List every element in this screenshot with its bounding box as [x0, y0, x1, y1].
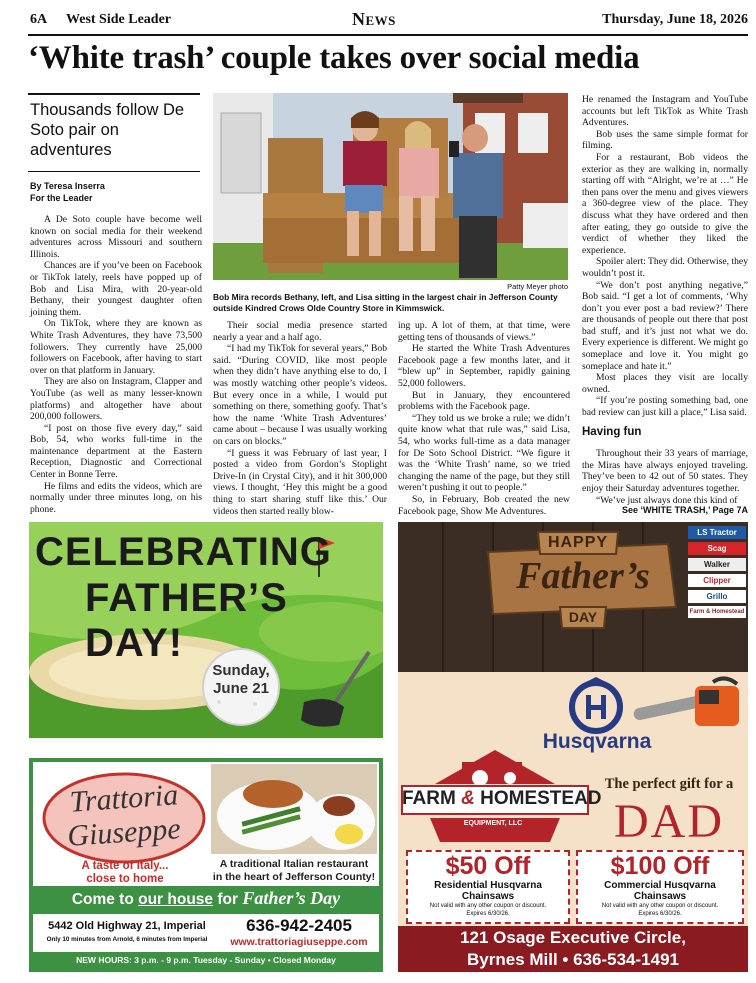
ad-date-line1: Sunday,: [212, 662, 270, 679]
coupon-label: Chainsaws: [633, 891, 687, 902]
brand-logo: Farm & Homestead: [688, 606, 746, 618]
sign-happy: HAPPY: [547, 534, 609, 551]
brand-logo: Clipper: [688, 574, 746, 587]
page-number: 6A: [30, 12, 48, 27]
paragraph: He films and edits the videos, which are normally under three minutes long, on his phone.: [30, 480, 202, 515]
paragraph: “They told us we broke a rule; we didn’t quite know what that rule was,” said Lisa, 54, who works full-time as a data manager for De Soto School District. “We figure it was the ‘White Trash’ name, so we tried changing the name of the page, but they still weren’t pushing it out to people.”: [398, 412, 570, 494]
gift-line: The perfect gift for a: [604, 776, 734, 792]
coupon-fine-print: Not valid with any other coupon or discount.: [429, 903, 547, 909]
farm-homestead-ad: [398, 522, 748, 972]
promo-line: [33, 888, 379, 909]
brand-logo-stack: [688, 526, 746, 634]
paragraph: Their social media presence started nearly a year and a half ago.: [213, 320, 387, 343]
coupon-residential[interactable]: [406, 850, 570, 924]
coupon-fine-print: Not valid with any other coupon or discount.: [601, 903, 719, 909]
ad-date-line2: June 21: [213, 680, 269, 697]
header-rule: [28, 34, 748, 36]
deck-rule-bottom: [28, 171, 200, 172]
hours: NEW HOURS: 3 p.m. - 9 p.m. Tuesday - Sunday • Closed Monday: [76, 955, 336, 965]
coupon-amount: $50 Off: [445, 852, 531, 880]
brand-logo: Walker: [688, 558, 746, 571]
brand-logo: Grillo: [688, 590, 746, 603]
photo-illustration: [213, 93, 568, 280]
byline-author: By Teresa Inserra: [30, 181, 105, 191]
promo-text-d: Father’s Day: [242, 888, 341, 908]
article-column-3: [398, 320, 570, 517]
photo-caption: Bob Mira records Bethany, left, and Lisa sitting in the largest chair in Jefferson County outside Kindred Crows Olde Country Store in Kimmswick.: [213, 292, 558, 313]
paragraph: For a restaurant, Bob videos the exterior as they are walking in, normally starting off with “Alright, we’re at …” He then pans over the menu and gives viewers a 360-degree view of the place. They discuss what they have ordered and then after eating, they go outside to give the verdict of whether they liked the experience.: [582, 151, 748, 256]
jump-line: See ‘WHITE TRASH,’ Page 7A: [621, 505, 748, 515]
website-link[interactable]: www.trattoriagiuseppe.com: [230, 936, 368, 948]
paragraph: Bob uses the same simple format for filming.: [582, 128, 748, 152]
article-photo: [213, 93, 568, 280]
paragraph: On TikTok, where they are known as White Trash Adventures, they have 73,500 followers. They currently have 25,000 followers on Facebook, after having to start over on that platform in January.: [30, 318, 202, 376]
ad-title-line1: CELEBRATING: [35, 530, 332, 574]
sign-day: DAY: [568, 609, 598, 625]
tagline-line2: close to home: [86, 873, 164, 885]
paragraph: Chances are if you’ve been on Facebook or TikTok lately, reels have popped up of Bob and Lisa Mira, with 20-year-old Bethany, their youngest daughter often joining them.: [30, 260, 202, 318]
paragraph: “I had my TikTok for several years,” Bob said. “During COVID, like most people when they didn’t have anything else to do, I was mostly watching other people’s videos. But every once in a while, I would put something on there, something goofy. That’s how the name ‘White Trash Adventures’ came about – because I was usually working on cars on blocks.”: [213, 343, 387, 447]
coupon-fine-print: Expires 6/30/26.: [466, 911, 510, 917]
phone: 636-942-2405: [246, 916, 352, 935]
brand-logo: LS Tractor: [688, 526, 746, 539]
husqvarna-logo-icon: [566, 677, 626, 735]
coupon-label: Residential Husqvarna: [434, 880, 542, 891]
coupon-commercial[interactable]: [576, 850, 744, 924]
tagline-line1: A taste of Italy...: [81, 860, 169, 872]
address-line1: 121 Osage Executive Circle,: [460, 928, 686, 947]
farm-name: [402, 788, 602, 810]
chainsaw-icon: [633, 672, 748, 742]
article-column-4: [582, 94, 748, 506]
farm-word: FARM: [402, 788, 456, 809]
ad-title-line2: FATHER’S DAY!: [85, 576, 288, 665]
paragraph: “If you’re posting something bad, one bad review can just kill a place,” Lisa said.: [582, 395, 748, 419]
address: 5442 Old Highway 21, Imperial: [48, 920, 206, 932]
fathers-day-ad: [29, 522, 383, 738]
paragraph: Most places they visit are locally owned.: [582, 372, 748, 395]
description-line2: in the heart of Jefferson County!: [212, 871, 376, 883]
distance-note: Only 10 minutes from Arnold, 6 minutes from Imperial: [46, 936, 208, 943]
food-photo: [211, 764, 377, 854]
trattoria-ad: [29, 758, 383, 972]
byline: [30, 180, 200, 204]
address-line2: Byrnes Mill • 636-534-1491: [467, 950, 679, 969]
article-column-1: [30, 214, 202, 515]
paragraph: He started the White Trash Adventures Facebook page a few months later, and it “blew up” in September, rapidly gaining 52,000 followers.: [398, 343, 570, 389]
article-column-2: [213, 320, 387, 517]
promo-text-c: for: [213, 891, 243, 908]
newspaper-name: West Side Leader: [66, 12, 171, 27]
coupon-amount: $100 Off: [610, 852, 710, 880]
headline: ‘White trash’ couple takes over social media: [28, 40, 640, 76]
homestead-word: HOMESTEAD: [480, 788, 602, 809]
paragraph: They are also on Instagram, Clapper and YouTube (as well as many lesser-known platforms) and altogether have about 200,000 followers.: [30, 376, 202, 423]
paragraph: Throughout their 33 years of marriage, the Miras have always enjoyed traveling. They’ve been to 42 out of 50 states. They enjoy their Saturday adventures together.: [582, 448, 748, 494]
paragraph: “We’ve just always done this kind of: [596, 494, 738, 506]
husqvarna-wordmark: Husqvarna: [542, 730, 652, 753]
photo-credit: Patty Meyer photo: [507, 282, 568, 291]
paragraph: “I guess it was February of last year, I posted a video from Gordon’s Stoplight Drive-In (in Crystal City), and it hit 300,000 views. I thought, ‘Hey this might be a good thing to start sharing stuff like this.’ Our videos then started really blow-: [213, 447, 387, 517]
deck-rule: [28, 93, 200, 95]
coupon-label: Commercial Husqvarna: [604, 880, 716, 891]
article-subhead: Having fun: [582, 425, 642, 438]
logo-name-line1: Trattoria: [68, 778, 180, 819]
paragraph: He renamed the Instagram and YouTube accounts but left TikTok as White Trash Adventures.: [582, 94, 748, 129]
logo-name-line2: Giuseppe: [66, 812, 182, 853]
paragraph: “We don’t post anything negative,” Bob said. “I get a lot of comments, ‘Why don’t you ever post a bad review?’ There are thousands of people out there that post bad stuff, and it’s just not what we do. Every experience is different. We might go someplace and love it. You might go someplace and hate it.”: [582, 279, 748, 372]
paragraph: So, in February, Bob created the new Facebook page, Show Me Adventures.: [398, 493, 570, 517]
promo-text-a: Come to: [71, 891, 139, 908]
coupon-label: Chainsaws: [461, 891, 515, 902]
coupon-fine-print: Expires 6/30/26.: [638, 911, 682, 917]
byline-affiliation: For the Leader: [30, 193, 93, 203]
address-banner: [398, 926, 748, 972]
paragraph: Spoiler alert: They did. Otherwise, they wouldn’t post it.: [582, 256, 748, 279]
description-line1: A traditional Italian restaurant: [219, 858, 369, 870]
paragraph: ing up. A lot of them, at that time, were getting tens of thousands of views.”: [398, 320, 570, 343]
farm-subtitle: EQUIPMENT, LLC: [463, 820, 523, 827]
issue-date: Thursday, June 18, 2026: [602, 12, 748, 27]
promo-text-b: our house: [138, 891, 214, 908]
paragraph: “I post on those five every day,” said Bob, 54, who works full-time in the maintenance department at the Eastern Reception, Diagnostic and Correctional Center in Bonne Terre.: [30, 422, 202, 481]
farm-ampersand: &: [461, 788, 475, 809]
gift-dad: DAD: [614, 795, 724, 848]
paragraph: But in January, they encountered problems with the Facebook page.: [398, 389, 570, 413]
page-header: [0, 0, 756, 36]
brand-logo: Scag: [688, 542, 746, 555]
subheadline: Thousands follow De Soto pair on adventures: [30, 101, 185, 159]
paragraph: A De Soto couple have become well known on social media for their weekend adventures across Missouri and southern Illinois.: [30, 214, 202, 260]
sign-fathers: Father’s: [516, 555, 650, 597]
section-name: News: [352, 9, 396, 29]
